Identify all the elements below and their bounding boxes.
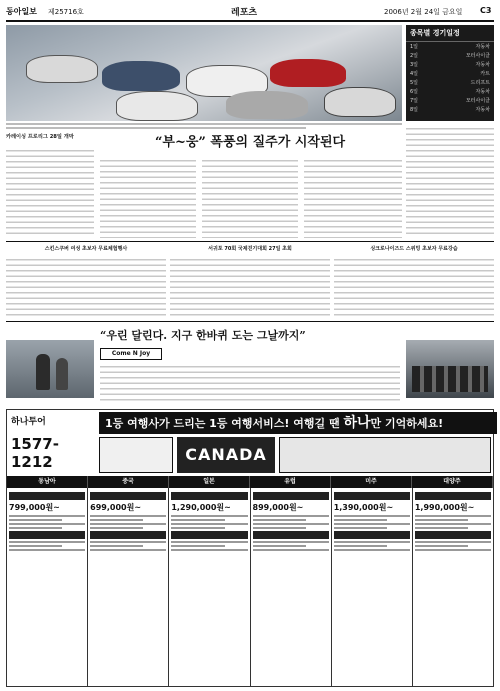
- ad-column: 699,000원~: [88, 488, 169, 686]
- tab-region: 동남아: [7, 476, 88, 488]
- ad-phone: 1577-1212: [11, 435, 59, 471]
- hanatour-ad: [6, 409, 494, 687]
- story2-headline: “우린 달린다. 지구 한바퀴 도는 그날까지”: [100, 329, 306, 342]
- tab-region: 중국: [88, 476, 169, 488]
- story1-kicker: 카레이싱 프로리그 28일 개막: [6, 134, 74, 140]
- divider: [6, 321, 494, 322]
- issue-number: 제25716호: [48, 8, 84, 16]
- schedule-box: [406, 25, 494, 121]
- marathon-photo-right: [406, 340, 494, 398]
- page-header: [6, 2, 494, 22]
- marathon-photo-left: [6, 340, 94, 398]
- schedule-row: 5일 드리프트: [410, 80, 490, 86]
- mini-story-2-body: [170, 255, 330, 317]
- section-title: 레포츠: [231, 8, 258, 18]
- tab-region: 대양주: [412, 476, 493, 488]
- mini-story-3-body: [334, 255, 494, 317]
- divider: [6, 241, 494, 242]
- right-column-text: [406, 124, 494, 238]
- photo-caption-line: [6, 127, 306, 129]
- schedule-row: 1일 자동차: [410, 44, 490, 50]
- tab-region: 일본: [169, 476, 250, 488]
- schedule-row: 2일 모터사이클: [410, 53, 490, 59]
- ad-column: 1,290,000원~: [169, 488, 250, 686]
- ad-promo-box: [99, 437, 173, 473]
- schedule-row: 7일 모터사이클: [410, 98, 490, 104]
- ad-columns: [7, 488, 493, 686]
- ad-region-tabs: [7, 476, 493, 488]
- story1-headline: “부~웅” 폭풍의 질주가 시작된다: [154, 135, 346, 150]
- ad-column: 1,390,000원~: [332, 488, 413, 686]
- tab-region: 유럽: [250, 476, 331, 488]
- ad-column: 899,000원~: [251, 488, 332, 686]
- hanatour-logo: 하나투어 1577-1212: [11, 414, 93, 470]
- story2-body: [100, 362, 400, 402]
- schedule-row: 4일 카트: [410, 71, 490, 77]
- issue-date: 2006년 2월 24일 금요일: [384, 8, 463, 16]
- mini-story-3-title: 싱크로나이즈드 스위밍 초보자 무료강습: [370, 246, 458, 252]
- tab-region: 미주: [331, 476, 412, 488]
- canada-banner: CANADA: [177, 437, 275, 473]
- ad-column: 1,990,000원~: [413, 488, 493, 686]
- newspaper-name: 동아일보: [6, 7, 37, 16]
- come-n-joy-logo: Come N Joy: [100, 348, 162, 360]
- mini-story-1-title: 스킨스쿠버 여성 초보자 무료체험행사: [44, 246, 128, 252]
- ad-column: 799,000원~: [7, 488, 88, 686]
- page-number: C3: [480, 6, 492, 15]
- schedule-title: 종목별 경기일정: [406, 25, 494, 42]
- mini-story-2-title: 서귀포 70회 국제걷기대회 27일 초회: [208, 246, 292, 252]
- racing-photo: [6, 25, 402, 121]
- mini-story-1-body: [6, 255, 166, 317]
- schedule-row: 8일 자동차: [410, 107, 490, 113]
- story1-body: [6, 146, 402, 238]
- schedule-row: 6일 자동차: [410, 89, 490, 95]
- schedule-row: 3일 자동차: [410, 62, 490, 68]
- ad-promo-box-right: [279, 437, 491, 473]
- photo-caption: [6, 123, 402, 125]
- ad-banner: 1등 여행사가 드리는 1등 여행서비스! 여행길 땐 하나만 기억하세요!: [99, 412, 497, 434]
